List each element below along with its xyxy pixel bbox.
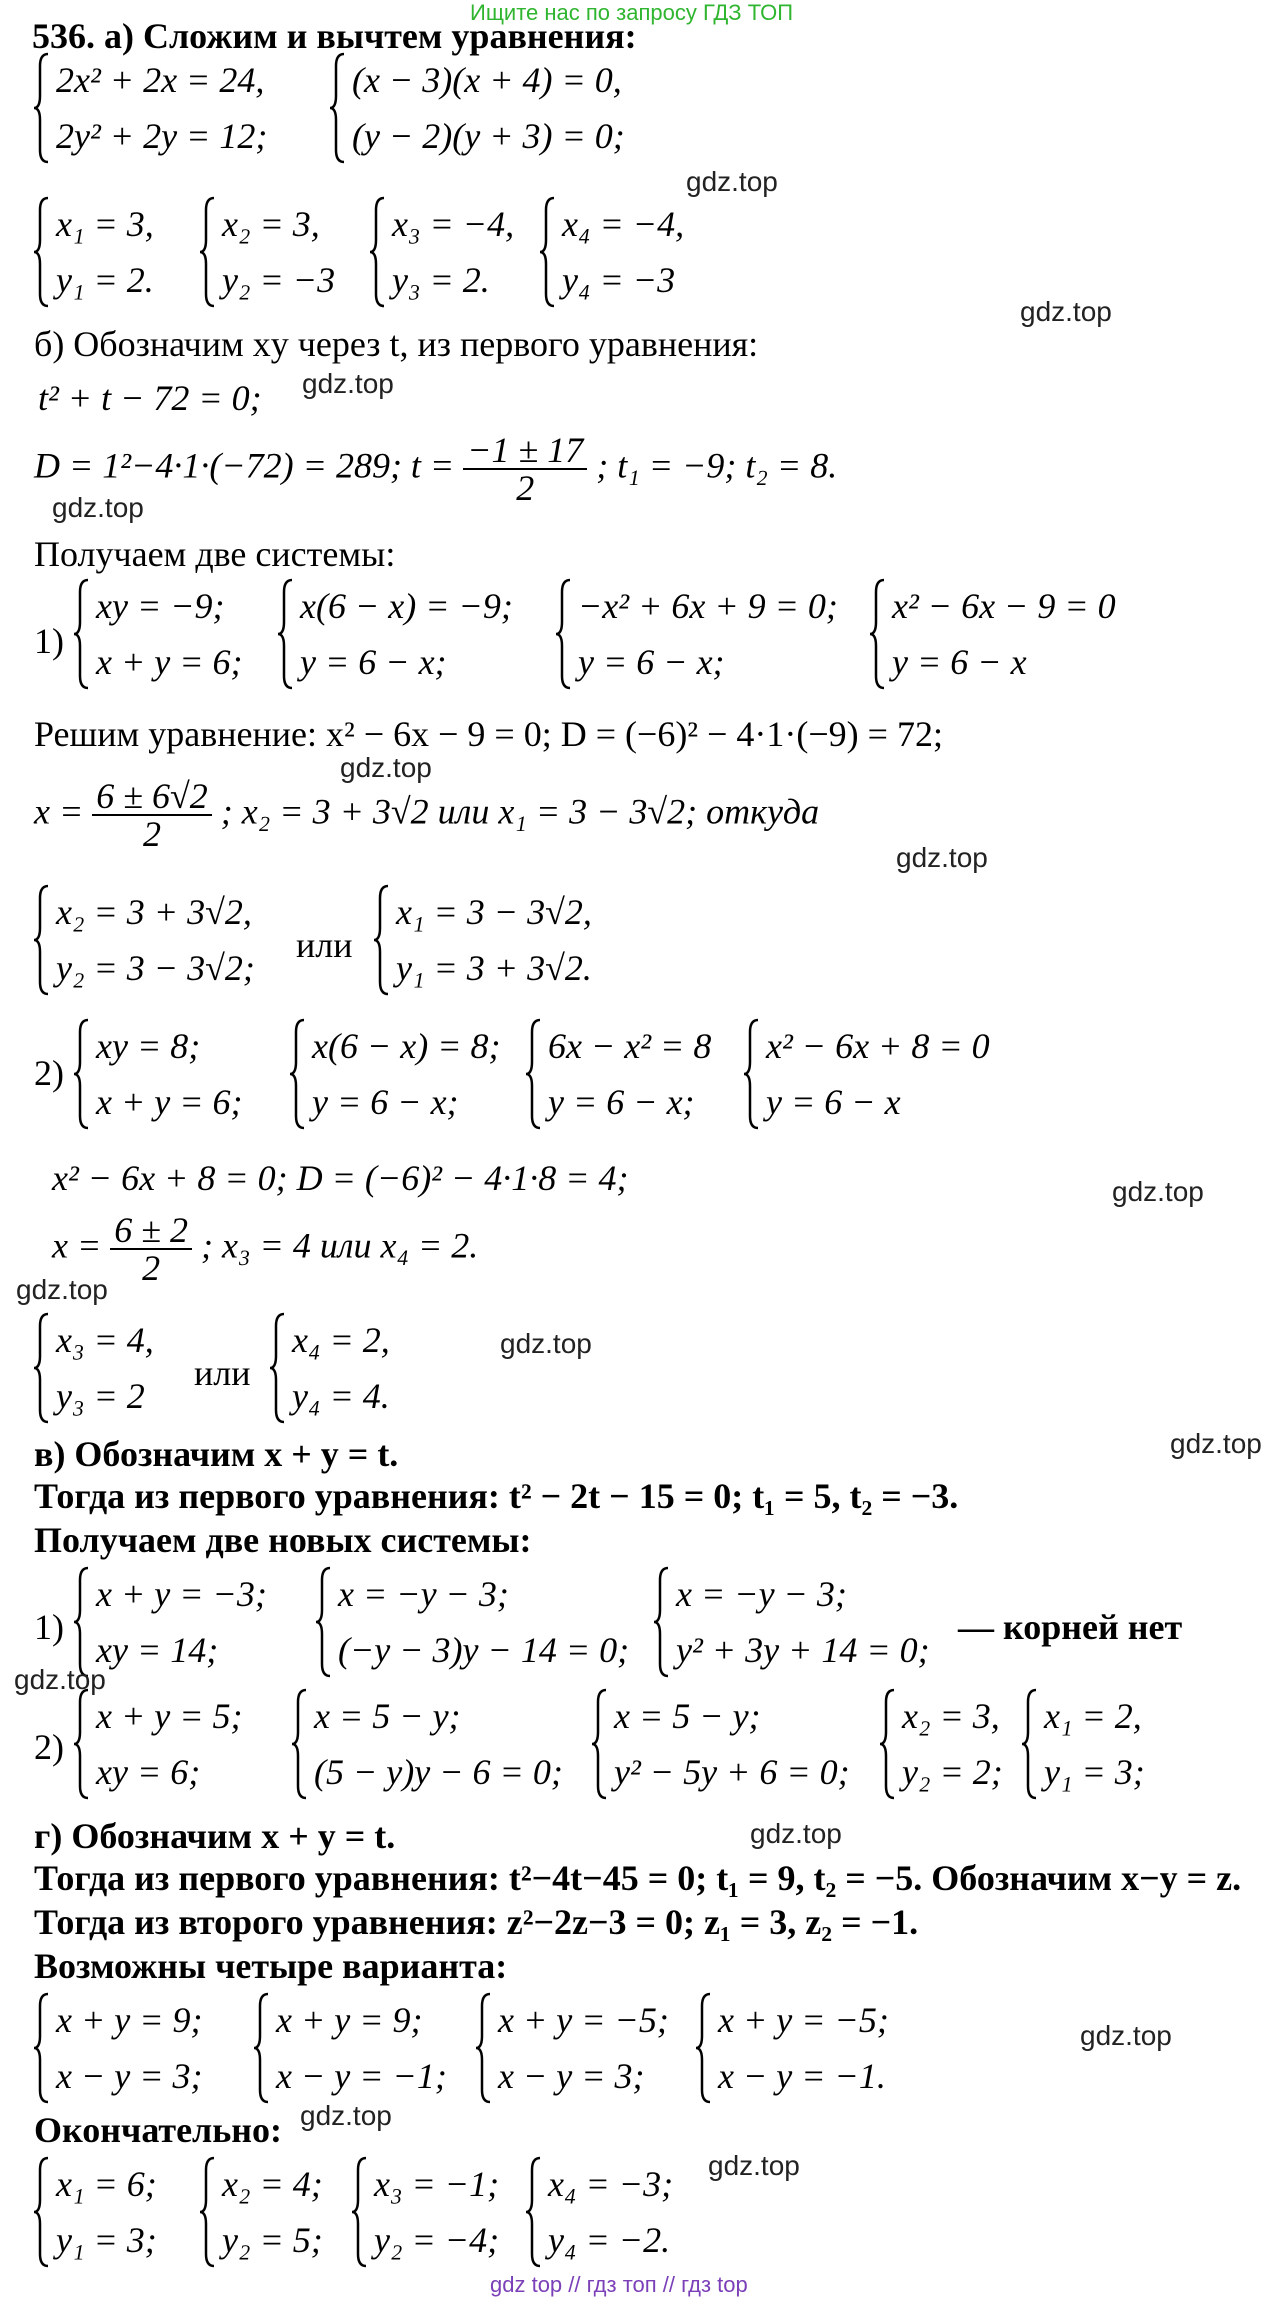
v-chain1-system-2 xyxy=(316,1566,629,1678)
b-chain1-system-2 xyxy=(278,578,513,690)
watermark: gdz.top xyxy=(302,368,394,399)
equation-row: y₂ = 3 − 3√2; xyxy=(56,948,255,988)
equation-row: x − y = 3; xyxy=(498,2056,645,2096)
equation-row: y² + 3y + 14 = 0; xyxy=(676,1630,930,1670)
equation-row: x − y = −1. xyxy=(718,2056,886,2096)
g-variant-1 xyxy=(34,1992,203,2104)
equation-row: x + y = 6; xyxy=(96,1082,243,1122)
watermark: gdz.top xyxy=(340,752,432,783)
equation-row: y = 6 − x xyxy=(766,1082,901,1122)
equation-row: y₄ = 4. xyxy=(292,1376,390,1416)
part-g-line-4: Возможны четыре варианта: xyxy=(34,1946,508,1986)
final-answer-3 xyxy=(352,2156,499,2268)
equation-row: x(6 − x) = −9; xyxy=(300,586,513,626)
part-a-answer-2 xyxy=(200,196,335,308)
equation-row: x₁ = 2, xyxy=(1044,1696,1142,1736)
x-fraction xyxy=(110,1212,192,1286)
equation-row: x(6 − x) = 8; xyxy=(312,1026,501,1066)
equation-row: y₁ = 2. xyxy=(56,260,154,300)
g-variant-3 xyxy=(476,1992,669,2104)
b-chain1-system-3 xyxy=(556,578,838,690)
part-a-answer-1 xyxy=(34,196,154,308)
watermark: gdz.top xyxy=(686,166,778,197)
equation-row: x = 5 − y; xyxy=(314,1696,461,1736)
equation-row: x + y = 5; xyxy=(96,1696,243,1736)
b-result-system-2 xyxy=(374,884,592,996)
g-variant-4 xyxy=(696,1992,889,2104)
part-a-system-1 xyxy=(34,52,267,164)
equation-row: y₁ = 3; xyxy=(1044,1752,1145,1792)
watermark: gdz.top xyxy=(14,1664,106,1695)
equation-row: 2y² + 2y = 12; xyxy=(56,116,268,156)
x-roots: ; x₃ = 4 или x₄ = 2. xyxy=(201,1225,479,1266)
x-equals: x = xyxy=(34,791,84,832)
b-case2-result-system-2 xyxy=(270,1312,390,1424)
final-answer-2 xyxy=(200,2156,323,2268)
bottom-links[interactable]: gdz top // гдз топ // гдз top xyxy=(490,2272,748,2297)
t-fraction xyxy=(463,432,587,506)
equation-row: y = 6 − x; xyxy=(312,1082,459,1122)
b-chain1-system-4 xyxy=(870,578,1116,690)
equation-row: x − y = −1; xyxy=(276,2056,447,2096)
equation-row: x₄ = −4, xyxy=(562,204,685,244)
equation-row: x − y = 3; xyxy=(56,2056,203,2096)
part-v-line-2: Тогда из первого уравнения: t² − 2t − 15 = 0; t₁ = 5, t₂ = −3. xyxy=(34,1476,959,1516)
case-2-label: 2) xyxy=(34,1053,64,1093)
part-b-equation-t: t² + t − 72 = 0; xyxy=(38,378,262,418)
equation-row: x₂ = 4; xyxy=(222,2164,323,2204)
equation-row: x + y = 9; xyxy=(276,2000,423,2040)
fraction-denominator: 2 xyxy=(516,468,535,508)
b-chain2-system-1 xyxy=(74,1018,243,1130)
part-g-line-3: Тогда из второго уравнения: z²−2z−3 = 0; z₁ = 3, z₂ = −1. xyxy=(34,1902,919,1942)
equation-row: y₂ = 2; xyxy=(902,1752,1003,1792)
b-chain2-system-3 xyxy=(526,1018,711,1130)
equation-row: x + y = 6; xyxy=(96,642,243,682)
x-roots: ; x₂ = 3 + 3√2 или x₁ = 3 − 3√2; откуда xyxy=(220,791,820,832)
equation-row: (y − 2)(y + 3) = 0; xyxy=(352,116,625,156)
watermark: gdz.top xyxy=(708,2150,800,2181)
equation-row: x₃ = −4, xyxy=(392,204,515,244)
x-solution-line xyxy=(34,778,819,852)
v-chain2-system-2 xyxy=(292,1688,563,1800)
v-chain2-system-5 xyxy=(1022,1688,1145,1800)
equation-row: (5 − y)y − 6 = 0; xyxy=(314,1752,563,1792)
equation-row: (−y − 3)y − 14 = 0; xyxy=(338,1630,630,1670)
equation-row: x₃ = −1; xyxy=(374,2164,500,2204)
x-fraction xyxy=(92,778,212,852)
task-number: 536. xyxy=(32,16,95,56)
part-a-answer-3 xyxy=(370,196,514,308)
part-a-answer-4 xyxy=(540,196,684,308)
equation-row: y = 6 − x; xyxy=(548,1082,695,1122)
equation-row: x₁ = 3, xyxy=(56,204,154,244)
b-result-system-1 xyxy=(34,884,255,996)
equation-row: y₃ = 2 xyxy=(56,1376,145,1416)
equation-row: y₄ = −3 xyxy=(562,260,676,300)
equation-row: x₂ = 3, xyxy=(222,204,320,244)
watermark: gdz.top xyxy=(750,1818,842,1849)
case-2-equation: x² − 6x + 8 = 0; D = (−6)² − 4·1·8 = 4; xyxy=(52,1158,629,1198)
equation-row: x + y = −5; xyxy=(718,2000,889,2040)
v-chain1-system-1 xyxy=(74,1566,267,1678)
final-label: Окончательно: xyxy=(34,2110,283,2150)
final-answer-4 xyxy=(526,2156,673,2268)
solve-equation-line: Решим уравнение: x² − 6x − 9 = 0; D = (−6)² − 4·1·(−9) = 72; xyxy=(34,714,943,754)
b-chain2-system-4 xyxy=(744,1018,990,1130)
case-1-label: 1) xyxy=(34,621,64,661)
g-variant-2 xyxy=(254,1992,447,2104)
fraction-numerator: −1 ± 17 xyxy=(463,432,587,470)
case-1-label: 1) xyxy=(34,1607,64,1647)
part-b-discriminant-line xyxy=(34,432,837,506)
equation-row: x₄ = −3; xyxy=(548,2164,674,2204)
part-a-intro: а) Сложим и вычтем уравнения: xyxy=(104,16,637,56)
equation-row: x₃ = 4, xyxy=(56,1320,154,1360)
v-chain1-system-3 xyxy=(654,1566,930,1678)
equation-row: 2x² + 2x = 24, xyxy=(56,60,265,100)
discriminant-text: D = 1²−4·1·(−72) = 289; t = xyxy=(34,445,455,486)
watermark: gdz.top xyxy=(16,1274,108,1305)
b-chain2-system-2 xyxy=(290,1018,501,1130)
equation-row: y₂ = 5; xyxy=(222,2220,323,2260)
part-g-intro: г) Обозначим x + y = t. xyxy=(34,1816,396,1856)
equation-row: x₁ = 3 − 3√2, xyxy=(396,892,592,932)
equation-row: x = −y − 3; xyxy=(338,1574,509,1614)
equation-row: x² − 6x − 9 = 0 xyxy=(892,586,1116,626)
part-g-line-2: Тогда из первого уравнения: t²−4t−45 = 0; t₁ = 9, t₂ = −5. Обозначим x−y = z. xyxy=(34,1858,1242,1898)
top-search-link[interactable]: Ищите нас по запросу ГДЗ ТОП xyxy=(470,0,794,25)
watermark: gdz.top xyxy=(1020,296,1112,327)
part-v-intro: в) Обозначим x + y = t. xyxy=(34,1434,399,1474)
fraction-numerator: 6 ± 6√2 xyxy=(92,778,212,816)
equation-row: x + y = 9; xyxy=(56,2000,203,2040)
equation-row: (x − 3)(x + 4) = 0, xyxy=(352,60,622,100)
equation-row: xy = 14; xyxy=(96,1630,219,1670)
b-chain1-system-1 xyxy=(74,578,243,690)
equation-row: xy = −9; xyxy=(96,586,225,626)
no-roots-text: — корней нет xyxy=(958,1607,1183,1647)
watermark: gdz.top xyxy=(1080,2020,1172,2051)
case-2-x-solution xyxy=(52,1212,478,1286)
equation-row: y₁ = 3 + 3√2. xyxy=(396,948,592,988)
equation-row: x₂ = 3, xyxy=(902,1696,1000,1736)
part-v-line-3: Получаем две новых системы: xyxy=(34,1520,532,1560)
equation-row: −x² + 6x + 9 = 0; xyxy=(578,586,838,626)
t-roots: ; t₁ = −9; t₂ = 8. xyxy=(596,445,838,486)
watermark: gdz.top xyxy=(896,842,988,873)
equation-row: 6x − x² = 8 xyxy=(548,1026,712,1066)
part-a-system-2 xyxy=(330,52,625,164)
equation-row: y₃ = 2. xyxy=(392,260,490,300)
equation-row: xy = 6; xyxy=(96,1752,201,1792)
watermark: gdz.top xyxy=(300,2100,392,2131)
fraction-denominator: 2 xyxy=(142,1248,161,1288)
watermark: gdz.top xyxy=(52,492,144,523)
equation-row: y = 6 − x; xyxy=(300,642,447,682)
equation-row: x² − 6x + 8 = 0 xyxy=(766,1026,990,1066)
equation-row: y² − 5y + 6 = 0; xyxy=(614,1752,850,1792)
b-case2-result-system-1 xyxy=(34,1312,154,1424)
part-a-heading xyxy=(32,18,637,54)
equation-row: y₂ = −3 xyxy=(222,260,336,300)
equation-row: x + y = −3; xyxy=(96,1574,267,1614)
or-word: или xyxy=(194,1353,251,1393)
fraction-denominator: 2 xyxy=(143,814,162,854)
equation-row: x + y = −5; xyxy=(498,2000,669,2040)
equation-row: x₁ = 6; xyxy=(56,2164,157,2204)
or-word: или xyxy=(296,925,353,965)
part-b-intro: б) Обозначим xy через t, из первого уравнения: xyxy=(34,324,759,364)
watermark: gdz.top xyxy=(500,1328,592,1359)
equation-row: y = 6 − x; xyxy=(578,642,725,682)
final-answer-1 xyxy=(34,2156,157,2268)
watermark: gdz.top xyxy=(1112,1176,1204,1207)
equation-row: x₂ = 3 + 3√2, xyxy=(56,892,252,932)
equation-row: y₁ = 3; xyxy=(56,2220,157,2260)
equation-row: x = −y − 3; xyxy=(676,1574,847,1614)
fraction-numerator: 6 ± 2 xyxy=(110,1212,192,1250)
equation-row: x = 5 − y; xyxy=(614,1696,761,1736)
equation-row: y₄ = −2. xyxy=(548,2220,671,2260)
two-systems-text: Получаем две системы: xyxy=(34,534,396,574)
v-chain2-system-1 xyxy=(74,1688,243,1800)
equation-row: y₂ = −4; xyxy=(374,2220,500,2260)
x-equals: x = xyxy=(52,1225,102,1266)
v-chain2-system-4 xyxy=(880,1688,1003,1800)
case-2-label: 2) xyxy=(34,1727,64,1767)
v-chain2-system-3 xyxy=(592,1688,850,1800)
equation-row: y = 6 − x xyxy=(892,642,1027,682)
equation-row: xy = 8; xyxy=(96,1026,201,1066)
watermark: gdz.top xyxy=(1170,1428,1262,1459)
equation-row: x₄ = 2, xyxy=(292,1320,390,1360)
